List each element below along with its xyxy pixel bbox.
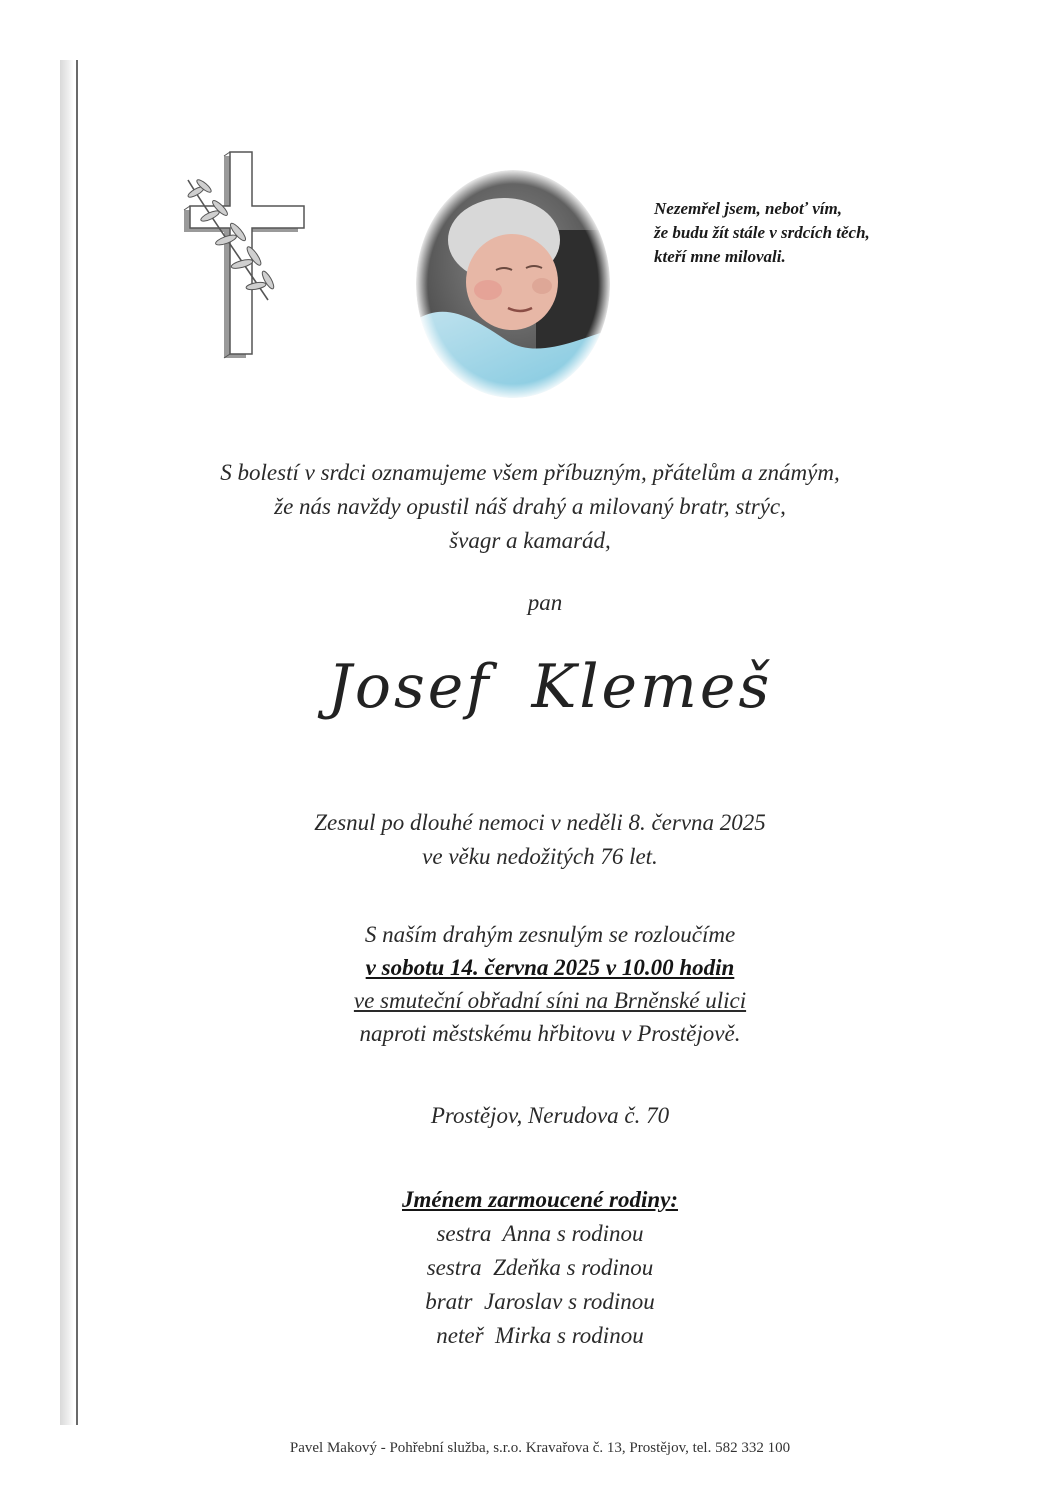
family-member: bratr Jaroslav s rodinou xyxy=(425,1289,655,1314)
ceremony-details xyxy=(200,918,900,1050)
passing-line: ve věku nedožitých 76 let. xyxy=(422,844,658,869)
portrait-photo xyxy=(416,170,610,398)
motto-quote xyxy=(654,197,954,269)
ceremony-intro: S naším drahým zesnulým se rozloučíme xyxy=(364,922,736,947)
salutation: pan xyxy=(527,590,563,615)
ceremony-place: ve smuteční obřadní síni na Brněnské ulici xyxy=(353,988,747,1013)
announcement-line: S bolestí v srdci oznamujeme všem příbuzným, přátelům a známým, xyxy=(220,460,840,485)
ceremony-place-detail: naproti městskému hřbitovu v Prostějově. xyxy=(359,1021,741,1046)
left-margin-line xyxy=(76,60,78,1425)
passing-details xyxy=(190,806,890,874)
passing-line: Zesnul po dlouhé nemoci v neděli 8. června 2025 xyxy=(314,810,766,835)
left-margin-strip xyxy=(60,60,74,1425)
deceased-name: Josef Klemeš xyxy=(327,652,773,722)
family-member: neteř Mirka s rodinou xyxy=(436,1323,644,1348)
ceremony-datetime: v sobotu 14. června 2025 v 10.00 hodin xyxy=(365,955,735,980)
announcement-line: švagr a kamarád, xyxy=(449,528,611,553)
family-member: sestra Zdeňka s rodinou xyxy=(426,1255,654,1280)
cross-with-palm-icon xyxy=(176,150,311,365)
motto-line: Nezemřel jsem, neboť vím, xyxy=(654,199,842,218)
family-list xyxy=(340,1183,740,1353)
announcement-line: že nás navždy opustil náš drahý a milovaný bratr, strýc, xyxy=(274,494,786,519)
motto-line: kteří mne milovali. xyxy=(654,247,786,266)
motto-line: že budu žít stále v srdcích těch, xyxy=(654,223,870,242)
funeral-service-footer: Pavel Makový - Pohřební služba, s.r.o. Kravařova č. 13, Prostějov, tel. 582 332 100 xyxy=(289,1440,791,1456)
family-member: sestra Anna s rodinou xyxy=(436,1221,644,1246)
family-heading: Jménem zarmoucené rodiny: xyxy=(402,1187,678,1212)
announcement-text xyxy=(130,456,930,558)
family-address: Prostějov, Nerudova č. 70 xyxy=(430,1103,670,1128)
